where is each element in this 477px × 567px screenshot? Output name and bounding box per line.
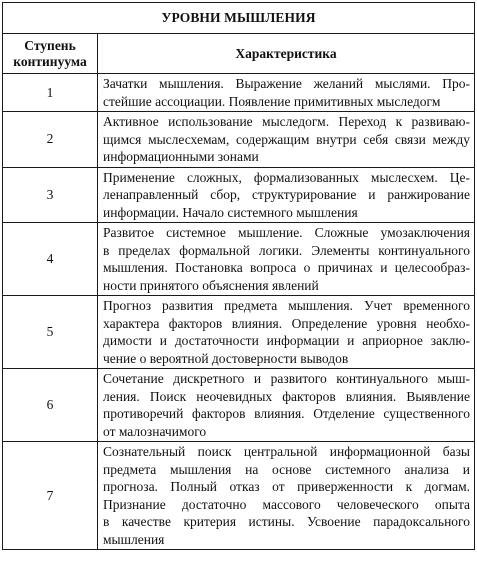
level-number: 4 — [3, 223, 98, 296]
description-line: ности принятого объяснения явлений — [103, 277, 319, 293]
thinking-levels-table — [2, 2, 475, 550]
description-line: Сознательный поиск центральной информационной базы — [103, 444, 470, 459]
description-line: мышления. Постановка вопроса о причинах и целесообраз- — [103, 260, 470, 275]
description-column-header: Характеристика — [98, 34, 475, 74]
level-description — [98, 369, 475, 442]
header-row — [3, 34, 475, 74]
description-line: чение о вероятной достоверности выводов — [103, 350, 349, 366]
table-title: УРОВНИ МЫШЛЕНИЯ — [3, 3, 475, 34]
table-row — [3, 296, 475, 369]
table-row — [3, 223, 475, 296]
description-line: Прогноз развития предмета мышления. Учет временного — [103, 298, 470, 313]
level-number: 6 — [3, 369, 98, 442]
level-description — [98, 112, 475, 168]
description-line: прогноза. Полный отказ от приверженности к догмам. — [103, 479, 470, 494]
level-header-line2: континуума — [13, 53, 87, 69]
description-line: от малозначимого — [103, 423, 207, 439]
level-description — [98, 296, 475, 369]
level-description — [98, 167, 475, 223]
description-line: предмета мышления на основе системного анализа и — [103, 461, 470, 477]
level-number: 2 — [3, 112, 98, 168]
level-description — [98, 442, 475, 550]
level-header-line1: Ступень — [24, 37, 76, 53]
title-row — [3, 3, 475, 34]
description-line: в пределах формальной логики. Элементы континуального — [103, 242, 470, 258]
description-line: Признание достаточно массового человеческого опыта — [103, 496, 470, 512]
description-line: Активное использование мыследогм. Переход к развиваю- — [103, 114, 470, 129]
level-description — [98, 223, 475, 296]
description-line: в качестве критерия истины. Усвоение парадоксального — [103, 514, 470, 529]
level-description — [98, 74, 475, 112]
table-row — [3, 442, 475, 550]
table-row — [3, 112, 475, 168]
description-line: ленаправленный сбор, структурирование и ранжирование — [103, 187, 470, 202]
level-number: 7 — [3, 442, 98, 550]
description-line: характера факторов влияния. Определение уровня необхо- — [103, 315, 470, 331]
description-line: Сочетание дискретного и развитого континуального мыш- — [103, 371, 470, 386]
description-line: Применение сложных, формализованных мыслесхем. Це- — [103, 169, 470, 185]
description-line: Развитое системное мышление. Сложные умозаключения — [103, 225, 470, 240]
table-row — [3, 369, 475, 442]
level-number: 1 — [3, 74, 98, 112]
level-number: 5 — [3, 296, 98, 369]
description-line: информации. Начало системного мышления — [103, 204, 358, 220]
description-line: Зачатки мышления. Выражение желаний мыслями. Про- — [103, 76, 470, 91]
level-column-header — [3, 34, 98, 74]
description-line: стейшие ассоциации. Появление примитивных мыследогм — [103, 93, 441, 109]
table-row — [3, 167, 475, 223]
description-line: противоречий факторов влияния. Отделение существенного — [103, 406, 470, 421]
description-line: мышления — [103, 531, 165, 547]
table-row — [3, 74, 475, 112]
level-number: 3 — [3, 167, 98, 223]
description-line: димости и достаточности информации и априорное заклю- — [103, 333, 470, 348]
description-line: информационными зонами — [103, 149, 259, 164]
description-line: щимся мыслесхемам, содержащим внутри себя связи между — [103, 131, 470, 147]
description-line: ления. Поиск неочевидных факторов влияния. Выявление — [103, 388, 470, 404]
